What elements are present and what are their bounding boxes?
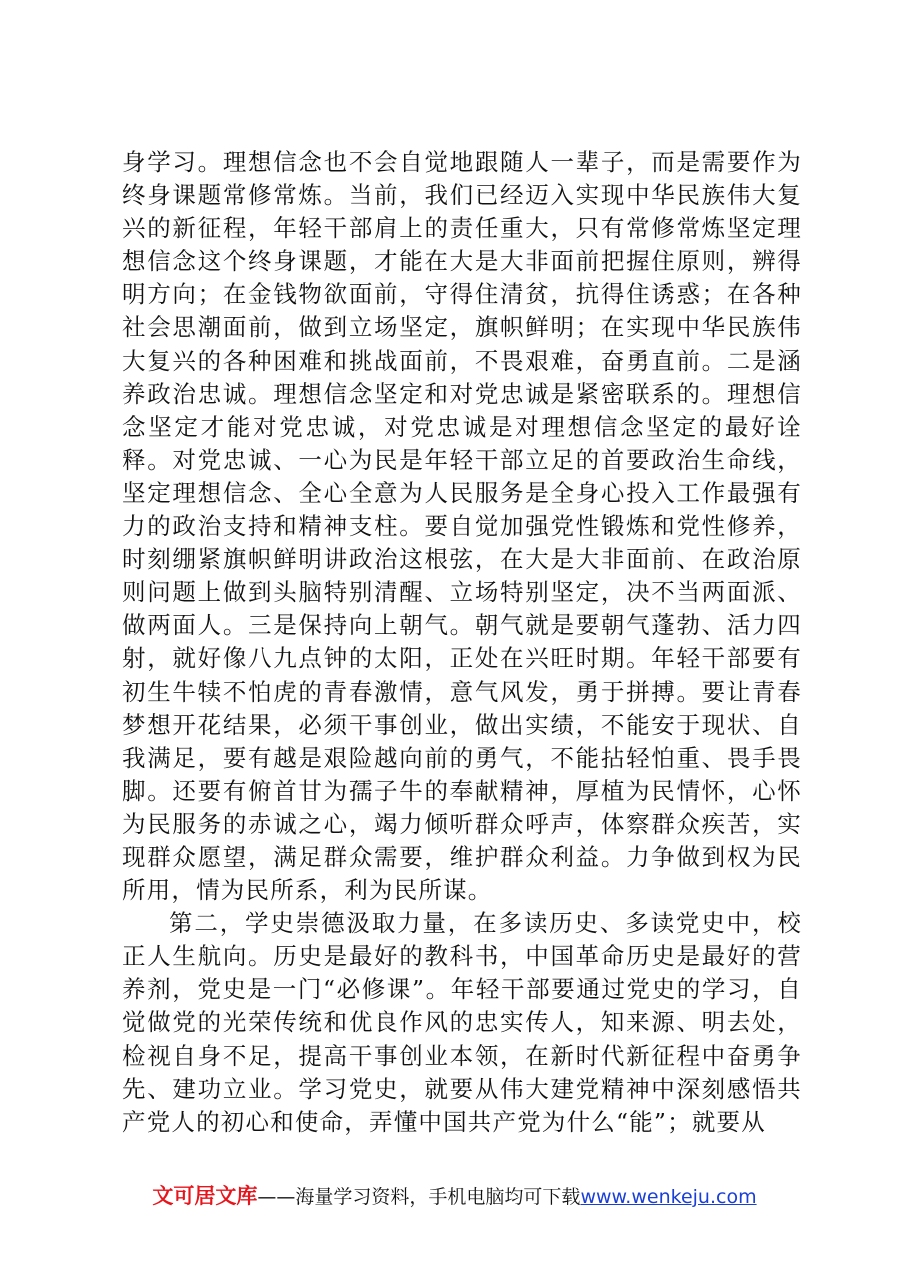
paragraph-continued: 身学习。理想信念也不会自觉地跟随人一辈子，而是需要作为终身课题常修常炼。当前，我们已经迈入实现中华民族伟大复兴的新征程，年轻干部肩上的责任重大，只有常修常炼坚定理想信念这个终身课题，才能在大是大非面前把握住原则，辨得明方向；在金钱物欲面前，守得住清贫，抗得住诱惑；在各种社会思潮面前，做到立场坚定，旗帜鲜明；在实现中华民族伟大复兴的各种困难和挑战面前，不畏艰难，奋勇直前。二是涵养政治忠诚。理想信念坚定和对党忠诚是紧密联系的。理想信念坚定才能对党忠诚，对党忠诚是对理想信念坚定的最好诠释。对党忠诚、一心为民是年轻干部立足的首要政治生命线，坚定理想信念、全心全意为人民服务是全身心投入工作最强有力的政治支持和精神支柱。要自觉加强党性锻炼和党性修养，时刻绷紧旗帜鲜明讲政治这根弦，在大是大非面前、在政治原则问题上做到头脑特别清醒、立场特别坚定，决不当两面派、做两面人。三是保持向上朝气。朝气就是要朝气蓬勃、活力四射，就好像八九点钟的太阳，正处在兴旺时期。年轻干部要有初生牛犊不怕虎的青春激情，意气风发，勇于拼搏。要让青春梦想开花结果，必须干事创业，做出实绩，不能安于现状、自我满足，要有越是艰险越向前的勇气，不能拈轻怕重、畏手畏脚。还要有俯首甘为孺子牛的奉献精神，厚植为民情怀，心怀为民服务的赤诚之心，竭力倾听群众呼声，体察群众疾苦，实现群众愿望，满足群众需要，维护群众利益。力争做到权为民所用，情为民所系，利为民所谋。	[122, 148, 802, 905]
footer-banner	[0, 1182, 909, 1211]
document-body	[122, 146, 802, 1139]
footer-brand: 文可居文库	[152, 1184, 258, 1208]
footer-url-link[interactable]: www.wenkeju.com	[580, 1186, 757, 1208]
footer-slogan: ——海量学习资料，手机电脑均可下载	[257, 1186, 581, 1208]
paragraph-second: 第二，学史崇德汲取力量，在多读历史、多读党史中，校正人生航向。历史是最好的教科书，中国革命历史是最好的营养剂，党史是一门“必修课”。年轻干部要通过党史的学习，自觉做党的光荣传统和优良作风的忠实传人，知来源、明去处，检视自身不足，提高干事创业本领，在新时代新征程中奋勇争先、建功立业。学习党史，就要从伟大建党精神中深刻感悟共产党人的初心和使命，弄懂中国共产党为什么“能”；就要从	[122, 909, 802, 1136]
